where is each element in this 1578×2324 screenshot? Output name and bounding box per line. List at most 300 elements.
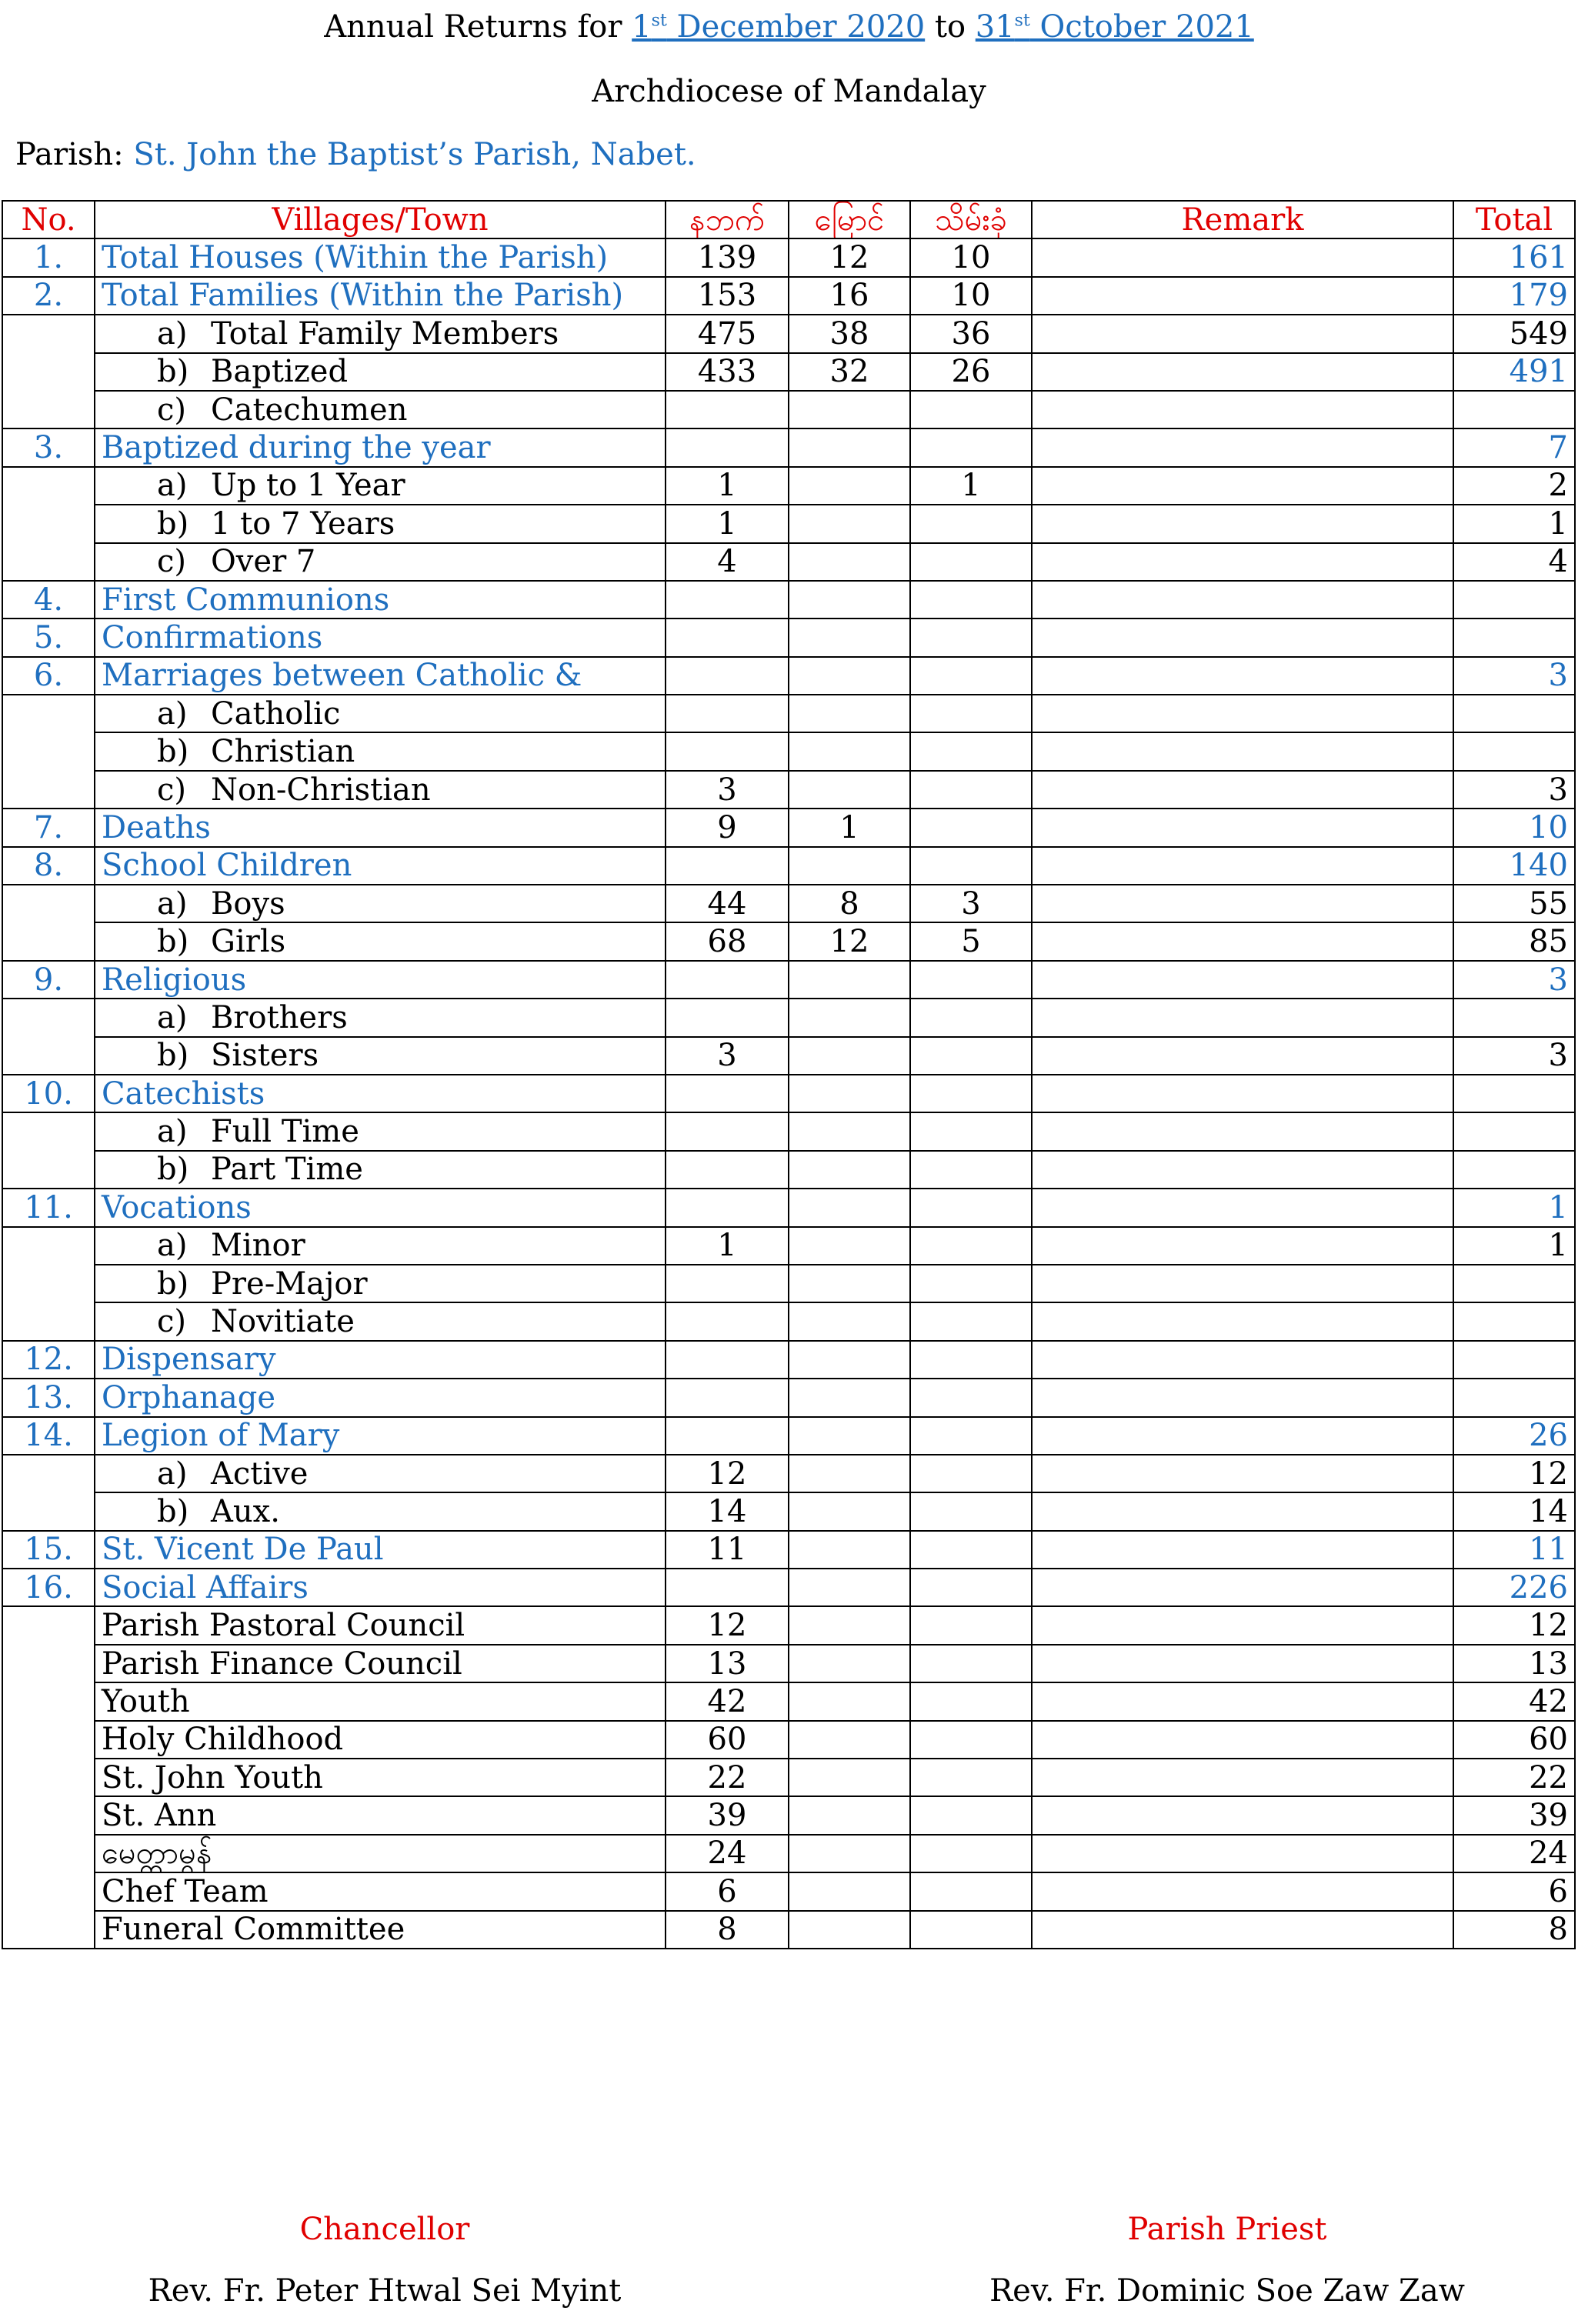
cell-total: 1 <box>1453 505 1575 542</box>
row-item-text: Over 7 <box>211 544 316 580</box>
cell-remark <box>1032 1112 1453 1150</box>
row-item-name <box>95 581 666 619</box>
table-row <box>2 1872 1575 1910</box>
row-number <box>2 1606 95 1644</box>
cell-myaung <box>789 1872 910 1910</box>
row-item-name <box>95 999 666 1036</box>
cell-theinkhon <box>910 1265 1032 1302</box>
cell-nabet: 24 <box>666 1835 789 1872</box>
header-remark: Remark <box>1032 201 1453 238</box>
parish-line <box>15 137 696 172</box>
cell-theinkhon <box>910 695 1032 732</box>
cell-remark <box>1032 885 1453 922</box>
cell-theinkhon <box>910 619 1032 656</box>
row-item-name <box>95 1796 666 1834</box>
cell-theinkhon <box>910 1606 1032 1644</box>
row-item-name <box>95 428 666 466</box>
row-item-text: Deaths <box>102 809 211 845</box>
cell-myaung <box>789 1075 910 1112</box>
cell-nabet: 8 <box>666 1911 789 1949</box>
cell-myaung <box>789 1265 910 1302</box>
cell-theinkhon <box>910 505 1032 542</box>
cell-theinkhon <box>910 1872 1032 1910</box>
row-item-name <box>95 505 666 542</box>
cell-theinkhon: 10 <box>910 238 1032 276</box>
table-body <box>2 238 1575 1949</box>
cell-myaung <box>789 1569 910 1606</box>
cell-nabet <box>666 1189 789 1226</box>
row-item-text: Non-Christian <box>211 772 431 808</box>
table-row <box>2 1075 1575 1112</box>
row-item-name <box>95 885 666 922</box>
cell-myaung <box>789 428 910 466</box>
row-number: 4. <box>2 581 95 619</box>
row-item-text: First Communions <box>102 582 390 618</box>
row-item-label: a) <box>157 695 188 732</box>
row-item-label: c) <box>157 1304 187 1340</box>
cell-nabet <box>666 391 789 428</box>
cell-remark <box>1032 391 1453 428</box>
document-title <box>0 9 1578 45</box>
row-number <box>2 1151 95 1189</box>
cell-total: 3 <box>1453 961 1575 999</box>
annual-returns-table <box>2 200 1576 1949</box>
parish-name: St. John the Baptist’s Parish, Nabet. <box>133 137 696 172</box>
cell-myaung: 38 <box>789 315 910 352</box>
cell-remark <box>1032 1682 1453 1720</box>
row-item-name <box>95 467 666 505</box>
row-item-text: Baptized during the year <box>102 430 491 466</box>
cell-total <box>1453 391 1575 428</box>
cell-theinkhon <box>910 771 1032 809</box>
cell-remark <box>1032 809 1453 846</box>
row-number: 7. <box>2 809 95 846</box>
row-item-name <box>95 277 666 315</box>
row-item-text: Catechumen <box>211 392 408 428</box>
table-row <box>2 505 1575 542</box>
table-row <box>2 1569 1575 1606</box>
cell-nabet: 1 <box>666 505 789 542</box>
cell-nabet: 139 <box>666 238 789 276</box>
cell-total <box>1453 1151 1575 1189</box>
row-number <box>2 1645 95 1682</box>
row-item-label: b) <box>157 1152 189 1188</box>
row-number: 8. <box>2 847 95 885</box>
row-item-text: Girls <box>211 924 286 960</box>
cell-theinkhon <box>910 428 1032 466</box>
cell-remark <box>1032 315 1453 352</box>
row-item-text: Youth <box>102 1683 190 1719</box>
cell-myaung <box>789 1492 910 1530</box>
cell-total: 24 <box>1453 1835 1575 1872</box>
row-item-name <box>95 695 666 732</box>
row-number <box>2 543 95 581</box>
cell-theinkhon <box>910 1417 1032 1455</box>
row-item-text: Aux. <box>211 1493 280 1529</box>
cell-theinkhon <box>910 1682 1032 1720</box>
cell-remark <box>1032 1417 1453 1455</box>
row-item-name <box>95 1835 666 1872</box>
row-item-name <box>95 961 666 999</box>
cell-myaung <box>789 1379 910 1416</box>
cell-theinkhon: 10 <box>910 277 1032 315</box>
cell-myaung <box>789 847 910 885</box>
row-item-label: b) <box>157 1493 189 1529</box>
row-item-name <box>95 1151 666 1189</box>
table-row <box>2 809 1575 846</box>
cell-myaung <box>789 505 910 542</box>
cell-total: 22 <box>1453 1759 1575 1796</box>
row-item-text: St. John Youth <box>102 1759 323 1796</box>
cell-myaung <box>789 732 910 770</box>
cell-nabet <box>666 695 789 732</box>
cell-total: 60 <box>1453 1721 1575 1759</box>
cell-remark <box>1032 999 1453 1036</box>
cell-myaung <box>789 1341 910 1379</box>
table-row <box>2 847 1575 885</box>
row-item-name <box>95 1569 666 1606</box>
row-number: 6. <box>2 657 95 695</box>
row-item-text: Baptized <box>211 354 349 390</box>
row-number <box>2 1037 95 1075</box>
table-row <box>2 1227 1575 1265</box>
row-number: 1. <box>2 238 95 276</box>
cell-nabet: 12 <box>666 1455 789 1492</box>
table-row <box>2 1379 1575 1416</box>
table-row <box>2 657 1575 695</box>
cell-nabet: 13 <box>666 1645 789 1682</box>
cell-nabet: 9 <box>666 809 789 846</box>
row-item-label: a) <box>157 1114 188 1150</box>
cell-total <box>1453 732 1575 770</box>
table-row <box>2 1417 1575 1455</box>
cell-myaung <box>789 961 910 999</box>
cell-myaung <box>789 1227 910 1265</box>
row-number <box>2 885 95 922</box>
cell-theinkhon <box>910 1341 1032 1379</box>
table-row <box>2 885 1575 922</box>
cell-nabet: 475 <box>666 315 789 352</box>
cell-remark <box>1032 1872 1453 1910</box>
table-row <box>2 1455 1575 1492</box>
row-number <box>2 1455 95 1492</box>
row-number <box>2 1682 95 1720</box>
row-item-text: St. Vicent De Paul <box>102 1532 384 1568</box>
cell-total <box>1453 999 1575 1036</box>
table-row <box>2 1265 1575 1302</box>
cell-total: 179 <box>1453 277 1575 315</box>
table-row <box>2 315 1575 352</box>
cell-remark <box>1032 1645 1453 1682</box>
table-row <box>2 732 1575 770</box>
row-item-label: b) <box>157 924 189 960</box>
row-number: 13. <box>2 1379 95 1416</box>
row-item-text: Parish Pastoral Council <box>102 1608 465 1644</box>
title-prefix: Annual Returns for <box>324 9 632 45</box>
cell-total: 3 <box>1453 1037 1575 1075</box>
cell-theinkhon <box>910 1531 1032 1569</box>
cell-theinkhon <box>910 1835 1032 1872</box>
row-item-name <box>95 1417 666 1455</box>
table-row <box>2 391 1575 428</box>
cell-total: 39 <box>1453 1796 1575 1834</box>
row-item-text: Funeral Committee <box>102 1912 405 1948</box>
cell-theinkhon <box>910 657 1032 695</box>
row-item-name <box>95 922 666 960</box>
row-item-label: b) <box>157 505 189 542</box>
row-number <box>2 467 95 505</box>
cell-remark <box>1032 961 1453 999</box>
cell-theinkhon: 36 <box>910 315 1032 352</box>
cell-nabet: 4 <box>666 543 789 581</box>
row-number <box>2 1796 95 1834</box>
archdiocese-name: Archdiocese of Mandalay <box>592 74 986 109</box>
cell-theinkhon <box>910 1112 1032 1150</box>
row-item-text: Social Affairs <box>102 1569 309 1605</box>
row-item-text: Up to 1 Year <box>211 468 405 504</box>
table-row <box>2 543 1575 581</box>
row-item-label: b) <box>157 354 189 390</box>
cell-myaung <box>789 1455 910 1492</box>
cell-total: 549 <box>1453 315 1575 352</box>
row-item-text: Total Family Members <box>211 315 559 352</box>
row-item-text: Novitiate <box>211 1304 355 1340</box>
row-number <box>2 1835 95 1872</box>
cell-remark <box>1032 1379 1453 1416</box>
cell-myaung <box>789 1645 910 1682</box>
cell-total <box>1453 1075 1575 1112</box>
row-number <box>2 353 95 391</box>
row-number: 9. <box>2 961 95 999</box>
table-row <box>2 771 1575 809</box>
row-item-text: Total Houses (Within the Parish) <box>102 240 609 276</box>
row-item-label: b) <box>157 1265 189 1302</box>
row-item-name <box>95 1531 666 1569</box>
header-theinkhon: သိမ်းခုံ <box>910 201 1032 238</box>
cell-nabet <box>666 961 789 999</box>
cell-myaung <box>789 619 910 656</box>
cell-nabet <box>666 999 789 1036</box>
row-number <box>2 505 95 542</box>
table-row <box>2 353 1575 391</box>
row-item-text: Marriages between Catholic & <box>102 658 582 694</box>
cell-total: 140 <box>1453 847 1575 885</box>
row-item-name <box>95 543 666 581</box>
row-item-text: မေတ္တာမွန် <box>102 1836 212 1872</box>
cell-theinkhon <box>910 1911 1032 1949</box>
table-row <box>2 1189 1575 1226</box>
row-item-name <box>95 1455 666 1492</box>
table-row <box>2 695 1575 732</box>
cell-nabet: 433 <box>666 353 789 391</box>
cell-remark <box>1032 1721 1453 1759</box>
cell-nabet <box>666 1341 789 1379</box>
cell-nabet <box>666 1302 789 1340</box>
row-item-text: Part Time <box>211 1152 363 1188</box>
table-row <box>2 1759 1575 1796</box>
cell-myaung <box>789 1112 910 1150</box>
cell-theinkhon <box>910 1645 1032 1682</box>
chancellor-name: Rev. Fr. Peter Htwal Sei Myint <box>148 2273 622 2309</box>
row-item-text: Christian <box>211 734 355 770</box>
cell-total <box>1453 581 1575 619</box>
row-item-text: Full Time <box>211 1114 359 1150</box>
cell-total <box>1453 619 1575 656</box>
row-item-name <box>95 1379 666 1416</box>
cell-myaung <box>789 1759 910 1796</box>
cell-theinkhon <box>910 1796 1032 1834</box>
row-item-name <box>95 1492 666 1530</box>
header-myaung: မြောင် <box>789 201 910 238</box>
cell-total: 1 <box>1453 1227 1575 1265</box>
table-row <box>2 1531 1575 1569</box>
row-item-label: c) <box>157 544 187 580</box>
row-number <box>2 391 95 428</box>
row-item-label: c) <box>157 772 187 808</box>
row-number <box>2 1492 95 1530</box>
row-item-name <box>95 809 666 846</box>
table-row <box>2 238 1575 276</box>
cell-myaung <box>789 467 910 505</box>
cell-myaung <box>789 999 910 1036</box>
cell-total: 42 <box>1453 1682 1575 1720</box>
cell-theinkhon: 5 <box>910 922 1032 960</box>
cell-nabet: 3 <box>666 1037 789 1075</box>
row-item-name <box>95 1721 666 1759</box>
cell-remark <box>1032 695 1453 732</box>
cell-remark <box>1032 505 1453 542</box>
cell-total: 3 <box>1453 657 1575 695</box>
cell-nabet <box>666 619 789 656</box>
row-item-text: Chef Team <box>102 1873 269 1909</box>
cell-theinkhon <box>910 1189 1032 1226</box>
cell-myaung <box>789 1151 910 1189</box>
cell-remark <box>1032 922 1453 960</box>
cell-total <box>1453 1265 1575 1302</box>
row-number: 12. <box>2 1341 95 1379</box>
row-item-name <box>95 1341 666 1379</box>
cell-remark <box>1032 1455 1453 1492</box>
cell-theinkhon <box>910 732 1032 770</box>
table-row <box>2 428 1575 466</box>
cell-nabet: 39 <box>666 1796 789 1834</box>
cell-remark <box>1032 353 1453 391</box>
cell-remark <box>1032 847 1453 885</box>
cell-total <box>1453 1112 1575 1150</box>
cell-remark <box>1032 428 1453 466</box>
cell-remark <box>1032 1151 1453 1189</box>
row-item-name <box>95 238 666 276</box>
cell-myaung <box>789 1417 910 1455</box>
date-to: 31st October 2021 <box>975 9 1254 45</box>
row-item-text: Confirmations <box>102 619 323 655</box>
cell-myaung: 32 <box>789 353 910 391</box>
cell-total <box>1453 695 1575 732</box>
row-item-text: 1 to 7 Years <box>211 505 395 542</box>
table-row <box>2 1721 1575 1759</box>
row-number: 10. <box>2 1075 95 1112</box>
row-item-text: Orphanage <box>102 1379 276 1415</box>
row-item-text: Dispensary <box>102 1342 276 1378</box>
table-row <box>2 1151 1575 1189</box>
table-row <box>2 1302 1575 1340</box>
row-number <box>2 732 95 770</box>
cell-total: 3 <box>1453 771 1575 809</box>
table-row <box>2 581 1575 619</box>
row-number: 5. <box>2 619 95 656</box>
row-item-label: a) <box>157 885 188 922</box>
cell-theinkhon <box>910 1492 1032 1530</box>
table-row <box>2 1682 1575 1720</box>
cell-remark <box>1032 543 1453 581</box>
cell-myaung <box>789 1835 910 1872</box>
cell-myaung: 12 <box>789 922 910 960</box>
row-item-name <box>95 732 666 770</box>
cell-myaung <box>789 543 910 581</box>
cell-myaung <box>789 1911 910 1949</box>
row-item-text: School Children <box>102 848 352 884</box>
cell-remark <box>1032 1189 1453 1226</box>
row-item-name <box>95 1227 666 1265</box>
cell-remark <box>1032 657 1453 695</box>
row-item-text: Total Families (Within the Parish) <box>102 278 624 314</box>
chancellor-title: Chancellor <box>299 2212 470 2247</box>
table-row <box>2 1492 1575 1530</box>
row-item-name <box>95 391 666 428</box>
cell-total: 7 <box>1453 428 1575 466</box>
row-item-name <box>95 1112 666 1150</box>
row-item-text: Vocations <box>102 1189 252 1225</box>
row-number <box>2 1265 95 1302</box>
cell-nabet <box>666 732 789 770</box>
cell-remark <box>1032 1796 1453 1834</box>
row-item-name <box>95 1759 666 1796</box>
cell-theinkhon <box>910 1759 1032 1796</box>
cell-theinkhon <box>910 1379 1032 1416</box>
row-item-text: Minor <box>211 1228 305 1264</box>
row-item-name <box>95 847 666 885</box>
cell-theinkhon <box>910 1569 1032 1606</box>
cell-remark <box>1032 1037 1453 1075</box>
row-item-label: a) <box>157 999 188 1035</box>
row-item-name <box>95 771 666 809</box>
header-total: Total <box>1453 201 1575 238</box>
row-number <box>2 1759 95 1796</box>
cell-theinkhon <box>910 999 1032 1036</box>
cell-nabet <box>666 657 789 695</box>
cell-total: 491 <box>1453 353 1575 391</box>
parish-label: Parish: <box>15 137 134 172</box>
row-item-label: a) <box>157 315 188 352</box>
cell-myaung: 12 <box>789 238 910 276</box>
cell-remark <box>1032 467 1453 505</box>
cell-total: 26 <box>1453 1417 1575 1455</box>
cell-nabet: 14 <box>666 1492 789 1530</box>
cell-nabet: 6 <box>666 1872 789 1910</box>
parish-priest-title: Parish Priest <box>1127 2212 1327 2247</box>
row-item-name <box>95 1265 666 1302</box>
cell-nabet <box>666 1112 789 1150</box>
cell-nabet: 22 <box>666 1759 789 1796</box>
row-number: 16. <box>2 1569 95 1606</box>
row-number <box>2 1872 95 1910</box>
table-row <box>2 1911 1575 1949</box>
row-number <box>2 1302 95 1340</box>
cell-theinkhon <box>910 391 1032 428</box>
cell-nabet <box>666 1151 789 1189</box>
cell-nabet: 1 <box>666 467 789 505</box>
cell-theinkhon <box>910 1227 1032 1265</box>
